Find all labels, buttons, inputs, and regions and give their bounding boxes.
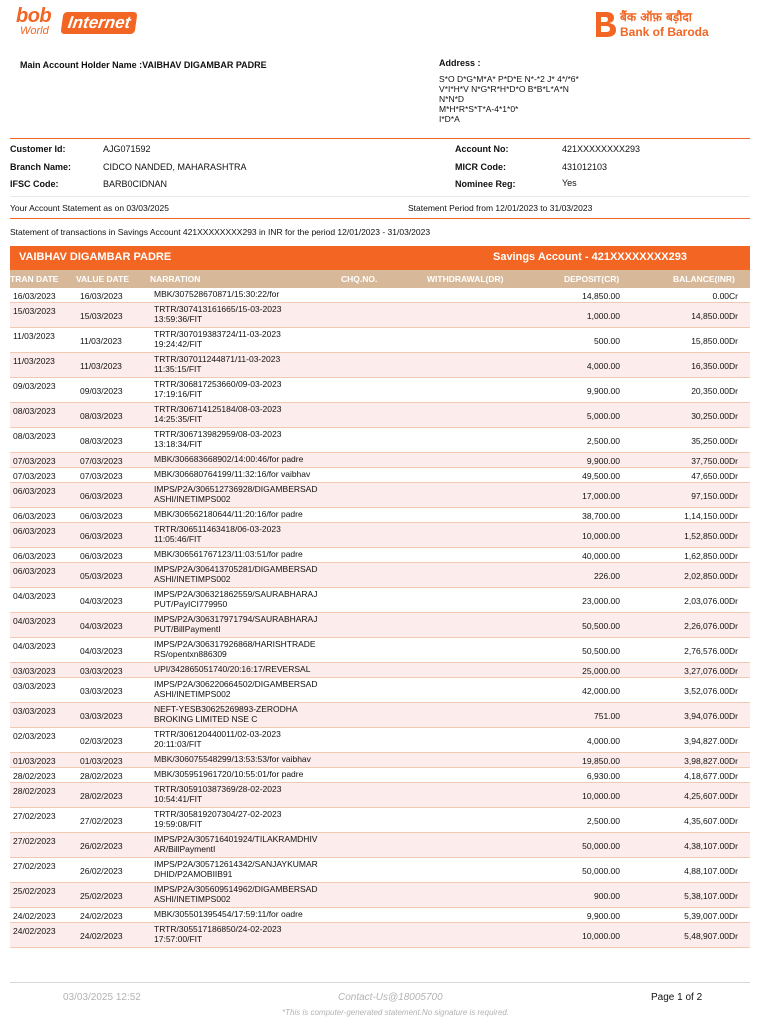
narration xyxy=(154,429,281,449)
narration-line: TRTR/307413161665/15-03-2023 xyxy=(154,304,282,314)
value-date: 26/02/2023 xyxy=(80,866,123,876)
deposit-amount: 42,000.00 xyxy=(582,686,620,696)
tran-date: 09/03/2023 xyxy=(13,381,56,391)
balance-amount: 2,26,076.00Dr xyxy=(684,621,738,631)
tran-date: 08/03/2023 xyxy=(13,406,56,416)
narration-line: BROKING LIMITED NSE C xyxy=(154,714,258,724)
value-date: 16/03/2023 xyxy=(80,291,123,301)
tran-date: 06/03/2023 xyxy=(13,486,56,496)
narration-line: MBK/306075548299/13:53:53/for vaibhav xyxy=(154,754,311,764)
table-row xyxy=(10,588,750,613)
table-row xyxy=(10,403,750,428)
narration xyxy=(154,549,303,559)
value-date: 04/03/2023 xyxy=(80,621,123,631)
narration xyxy=(154,524,281,544)
ifsc-code-value: BARB0CIDNAN xyxy=(103,179,168,189)
tran-date: 03/03/2023 xyxy=(13,666,56,676)
tran-date: 07/03/2023 xyxy=(13,456,56,466)
table-row xyxy=(10,703,750,728)
narration-line: TRTR/305819207304/27-02-2023 xyxy=(154,809,282,819)
balance-amount: 47,650.00Dr xyxy=(691,471,738,481)
col-chq-no: CHQ.NO. xyxy=(341,274,378,284)
narration xyxy=(154,454,303,464)
table-row xyxy=(10,353,750,378)
value-date: 09/03/2023 xyxy=(80,386,123,396)
branch-name-value: CIDCO NANDED, MAHARASHTRA xyxy=(103,162,247,172)
narration xyxy=(154,784,281,804)
narration-line: 14:25:35/FIT xyxy=(154,414,203,424)
col-tran-date: TRAN DATE xyxy=(10,274,59,284)
world-wordmark: World xyxy=(20,25,49,37)
balance-amount: 15,850.00Dr xyxy=(691,336,738,346)
table-row xyxy=(10,923,750,948)
header xyxy=(0,0,768,48)
tran-date: 27/02/2023 xyxy=(13,861,56,871)
deposit-amount: 50,500.00 xyxy=(582,621,620,631)
narration-line: ASHI/INETIMPS002 xyxy=(154,689,231,699)
narration-line: IMPS/P2A/306317971794/SAURABHARAJ xyxy=(154,614,318,624)
table-row xyxy=(10,678,750,703)
deposit-amount: 23,000.00 xyxy=(582,596,620,606)
statement-as-on: Your Account Statement as on 03/03/2025 xyxy=(10,203,169,213)
table-row xyxy=(10,288,750,303)
balance-amount: 20,350.00Dr xyxy=(691,386,738,396)
narration-line: ASHI/INETIMPS002 xyxy=(154,494,231,504)
narration-line: IMPS/P2A/305716401924/TILAKRAMDHIV xyxy=(154,834,318,844)
narration xyxy=(154,564,317,584)
narration-line: IMPS/P2A/306220664502/DIGAMBERSAD xyxy=(154,679,318,689)
banner-holder-name: VAIBHAV DIGAMBAR PADRE xyxy=(19,251,172,263)
tran-date: 15/03/2023 xyxy=(13,306,56,316)
bank-of-baroda-mark-icon xyxy=(592,10,618,38)
narration xyxy=(154,589,317,609)
narration xyxy=(154,614,317,634)
narration-line: TRTR/305910387369/28-02-2023 xyxy=(154,784,282,794)
balance-amount: 5,39,007.00Dr xyxy=(684,911,738,921)
page-indicator: Page 1 of 2 xyxy=(651,992,703,1003)
table-row xyxy=(10,908,750,923)
tran-date: 28/02/2023 xyxy=(13,786,56,796)
balance-amount: 2,76,576.00Dr xyxy=(684,646,738,656)
narration xyxy=(154,679,317,699)
value-date: 24/02/2023 xyxy=(80,931,123,941)
balance-amount: 37,750.00Dr xyxy=(691,456,738,466)
tran-date: 27/02/2023 xyxy=(13,836,56,846)
narration-line: 11:35:15/FIT xyxy=(154,364,202,374)
value-date: 06/03/2023 xyxy=(80,531,123,541)
table-header xyxy=(10,270,750,288)
narration-line: IMPS/P2A/305609514962/DIGAMBERSAD xyxy=(154,884,318,894)
balance-amount: 3,94,827.00Dr xyxy=(684,736,738,746)
narration-line: MBK/306683668902/14:00:46/for padre xyxy=(154,454,304,464)
footer-note: *This is computer-generated statement.No signature is required. xyxy=(282,1008,510,1017)
balance-amount: 4,18,677.00Dr xyxy=(684,771,738,781)
narration-line: TRTR/307019383724/11-03-2023 xyxy=(154,329,281,339)
table-row xyxy=(10,378,750,403)
tran-date: 06/03/2023 xyxy=(13,511,56,521)
value-date: 24/02/2023 xyxy=(80,911,123,921)
bob-world-internet-logo xyxy=(16,6,146,40)
narration-line: 19:59:08/FIT xyxy=(154,819,203,829)
deposit-amount: 500.00 xyxy=(594,336,620,346)
balance-amount: 3,27,076.00Dr xyxy=(684,666,738,676)
narration xyxy=(154,834,317,854)
ifsc-code-label: IFSC Code: xyxy=(10,179,59,189)
address-label: Address : xyxy=(439,58,481,68)
balance-amount: 14,850.00Dr xyxy=(691,311,738,321)
table-row xyxy=(10,768,750,783)
tran-date: 01/03/2023 xyxy=(13,756,56,766)
table-row xyxy=(10,523,750,548)
tran-date: 28/02/2023 xyxy=(13,771,56,781)
narration-line: MBK/305501395454/17:59:11/for oadre xyxy=(154,909,303,919)
divider xyxy=(10,138,750,139)
narration-line: 13:59:36/FIT xyxy=(154,314,203,324)
address-line: V*I*H*V N*G*R*H*D*O B*B*L*A*N xyxy=(439,84,569,94)
narration-line: PUT/PayICI779950 xyxy=(154,599,228,609)
balance-amount: 3,94,076.00Dr xyxy=(684,711,738,721)
tran-date: 11/03/2023 xyxy=(13,356,55,366)
table-row xyxy=(10,883,750,908)
account-no-label: Account No: xyxy=(455,144,509,154)
narration-line: 11:05:46/FIT xyxy=(154,534,202,544)
table-row xyxy=(10,328,750,353)
balance-amount: 1,52,850.00Dr xyxy=(684,531,738,541)
value-date: 08/03/2023 xyxy=(80,411,123,421)
value-date: 07/03/2023 xyxy=(80,456,123,466)
narration-line: TRTR/306120440011/02-03-2023 xyxy=(154,729,281,739)
narration-line: ASHI/INETIMPS002 xyxy=(154,574,231,584)
narration xyxy=(154,469,310,479)
narration-line: UPI/342865051740/20:16:17/REVERSAL xyxy=(154,664,311,674)
value-date: 03/03/2023 xyxy=(80,686,123,696)
address-block xyxy=(439,74,579,124)
balance-amount: 30,250.00Dr xyxy=(691,411,738,421)
balance-amount: 4,88,107.00Dr xyxy=(684,866,738,876)
narration xyxy=(154,304,281,324)
table-row xyxy=(10,548,750,563)
deposit-amount: 38,700.00 xyxy=(582,511,620,521)
deposit-amount: 49,500.00 xyxy=(582,471,620,481)
balance-amount: 2,03,076.00Dr xyxy=(684,596,738,606)
tran-date: 04/03/2023 xyxy=(13,641,56,651)
value-date: 06/03/2023 xyxy=(80,551,123,561)
narration-line: AR/BillPaymentI xyxy=(154,844,216,854)
deposit-amount: 14,850.00 xyxy=(582,291,620,301)
narration-line: 10:54:41/FIT xyxy=(154,794,203,804)
narration xyxy=(154,729,281,749)
value-date: 28/02/2023 xyxy=(80,791,123,801)
value-date: 04/03/2023 xyxy=(80,646,123,656)
deposit-amount: 10,000.00 xyxy=(582,531,620,541)
table-row xyxy=(10,613,750,638)
narration xyxy=(154,289,279,299)
value-date: 03/03/2023 xyxy=(80,666,123,676)
value-date: 07/03/2023 xyxy=(80,471,123,481)
narration-line: 13:18:34/FIT xyxy=(154,439,203,449)
deposit-amount: 5,000.00 xyxy=(586,411,620,421)
balance-amount: 3,52,076.00Dr xyxy=(684,686,738,696)
balance-amount: 4,35,607.00Dr xyxy=(684,816,738,826)
narration-line: TRTR/306713982959/08-03-2023 xyxy=(154,429,282,439)
deposit-amount: 40,000.00 xyxy=(582,551,620,561)
tran-date: 07/03/2023 xyxy=(13,471,56,481)
table-row xyxy=(10,783,750,808)
narration-line: 17:57:00/FIT xyxy=(154,934,203,944)
narration-line: TRTR/307011244871/11-03-2023 xyxy=(154,354,281,364)
value-date: 06/03/2023 xyxy=(80,491,123,501)
footer-datetime: 03/03/2025 12:52 xyxy=(63,992,141,1003)
deposit-amount: 2,500.00 xyxy=(586,816,620,826)
table-row xyxy=(10,428,750,453)
table-row xyxy=(10,468,750,483)
balance-amount: 4,25,607.00Dr xyxy=(684,791,738,801)
table-row xyxy=(10,563,750,588)
bank-name-hindi: बैंक ऑफ़ बड़ौदा xyxy=(620,10,692,24)
balance-amount: 35,250.00Dr xyxy=(691,436,738,446)
table-row xyxy=(10,483,750,508)
balance-amount: 1,14,150.00Dr xyxy=(684,511,738,521)
table-row xyxy=(10,638,750,663)
balance-amount: 16,350.00Dr xyxy=(691,361,738,371)
col-narration: NARRATION xyxy=(150,274,201,284)
col-value-date: VALUE DATE xyxy=(76,274,130,284)
value-date: 25/02/2023 xyxy=(80,891,123,901)
deposit-amount: 226.00 xyxy=(594,571,620,581)
narration-line: TRTR/306714125184/08-03-2023 xyxy=(154,404,282,414)
tran-date: 16/03/2023 xyxy=(13,291,56,301)
tran-date: 02/03/2023 xyxy=(13,731,56,741)
address-line: I*D*A xyxy=(439,114,460,124)
deposit-amount: 9,900.00 xyxy=(586,911,620,921)
narration xyxy=(154,354,280,374)
micr-code-value: 431012103 xyxy=(562,162,608,172)
internet-badge: Internet xyxy=(60,12,137,34)
deposit-amount: 25,000.00 xyxy=(582,666,620,676)
deposit-amount: 6,930.00 xyxy=(586,771,620,781)
tran-date: 25/02/2023 xyxy=(13,886,56,896)
nominee-reg-value: Yes xyxy=(562,178,577,188)
balance-amount: 97,150.00Dr xyxy=(691,491,738,501)
narration-line: RS/opentxn886309 xyxy=(154,649,227,659)
banner-account: Savings Account - 421XXXXXXXX293 xyxy=(492,251,687,263)
narration xyxy=(154,664,310,674)
statement-description: Statement of transactions in Savings Account 421XXXXXXXX293 in INR for the period 12/01/2023 - 31/03/2023 xyxy=(10,227,431,237)
balance-amount: 3,98,827.00Dr xyxy=(684,756,738,766)
tran-date: 04/03/2023 xyxy=(13,591,56,601)
deposit-amount: 50,000.00 xyxy=(582,866,620,876)
address-line: N*N*D xyxy=(439,94,465,104)
tran-date: 03/03/2023 xyxy=(13,706,56,716)
deposit-amount: 9,900.00 xyxy=(586,386,620,396)
branch-name-label: Branch Name: xyxy=(10,162,72,172)
tran-date: 24/02/2023 xyxy=(13,911,56,921)
deposit-amount: 4,000.00 xyxy=(586,736,620,746)
deposit-amount: 17,000.00 xyxy=(582,491,620,501)
narration-line: MBK/306561767123/11:03:51/for padre xyxy=(154,549,303,559)
deposit-amount: 9,900.00 xyxy=(586,456,620,466)
deposit-amount: 751.00 xyxy=(594,711,620,721)
deposit-amount: 4,000.00 xyxy=(586,361,620,371)
bob-wordmark: bob xyxy=(16,5,52,27)
balance-amount: 5,48,907.00Dr xyxy=(684,931,738,941)
narration-line: PUT/BillPaymentI xyxy=(154,624,221,634)
narration-line: ASHI/INETIMPS002 xyxy=(154,894,231,904)
narration xyxy=(154,884,317,904)
tran-date: 06/03/2023 xyxy=(13,526,56,536)
footer-divider xyxy=(10,982,750,983)
narration xyxy=(154,769,303,779)
narration xyxy=(154,704,298,724)
address-line: S*O D*G*M*A* P*D*E N*-*2 J* 4*/*6* xyxy=(439,74,579,84)
balance-amount: 4,38,107.00Dr xyxy=(684,841,738,851)
tran-date: 11/03/2023 xyxy=(13,331,55,341)
divider xyxy=(10,196,750,197)
bank-name-english: Bank of Baroda xyxy=(620,25,709,39)
narration-line: IMPS/P2A/306321862559/SAURABHARAJ xyxy=(154,589,318,599)
deposit-amount: 900.00 xyxy=(594,891,620,901)
narration-line: TRTR/306511463418/06-03-2023 xyxy=(154,524,281,534)
value-date: 27/02/2023 xyxy=(80,816,123,826)
narration-line: TRTR/305517186850/24-02-2023 xyxy=(154,924,282,934)
value-date: 11/03/2023 xyxy=(80,336,122,346)
narration xyxy=(154,754,311,764)
narration-line: DHID/P2AMOBIIB91 xyxy=(154,869,233,879)
tran-date: 04/03/2023 xyxy=(13,616,56,626)
col-withdrawal: WITHDRAWAL(DR) xyxy=(427,274,504,284)
deposit-amount: 19,850.00 xyxy=(582,756,620,766)
value-date: 08/03/2023 xyxy=(80,436,123,446)
narration xyxy=(154,639,316,659)
narration-line: TRTR/306817253660/09-03-2023 xyxy=(154,379,282,389)
tran-date: 06/03/2023 xyxy=(13,566,56,576)
narration-line: MBK/306562180644/11:20:16/for padre xyxy=(154,509,303,519)
table-row xyxy=(10,508,750,523)
transactions-table xyxy=(10,288,750,948)
table-row xyxy=(10,858,750,883)
narration-line: MBK/305951961720/10:55:01/for padre xyxy=(154,769,304,779)
col-deposit: DEPOSIT(CR) xyxy=(564,274,620,284)
tran-date: 06/03/2023 xyxy=(13,551,56,561)
bank-of-baroda-logo xyxy=(592,10,722,42)
nominee-reg-label: Nominee Reg: xyxy=(455,179,516,189)
table-row xyxy=(10,303,750,328)
footer-contact: Contact-Us@18005700 xyxy=(338,992,443,1003)
balance-amount: 2,02,850.00Dr xyxy=(684,571,738,581)
account-banner xyxy=(10,246,750,270)
deposit-amount: 1,000.00 xyxy=(586,311,620,321)
narration-line: IMPS/P2A/306413705281/DIGAMBERSAD xyxy=(154,564,318,574)
narration xyxy=(154,329,281,349)
narration-line: 19:24:42/FIT xyxy=(154,339,203,349)
customer-id-label: Customer Id: xyxy=(10,144,66,154)
deposit-amount: 50,000.00 xyxy=(582,841,620,851)
value-date: 05/03/2023 xyxy=(80,571,123,581)
balance-amount: 0.00Cr xyxy=(712,291,738,301)
deposit-amount: 50,500.00 xyxy=(582,646,620,656)
narration-line: IMPS/P2A/306512736928/DIGAMBERSAD xyxy=(154,484,318,494)
narration xyxy=(154,859,318,879)
narration-line: IMPS/P2A/305712614342/SANJAYKUMAR xyxy=(154,859,318,869)
narration-line: NEFT-YESB30625269893-ZERODHA xyxy=(154,704,298,714)
narration xyxy=(154,509,303,519)
narration-line: MBK/307528670871/15:30:22/for xyxy=(154,289,280,299)
narration xyxy=(154,909,303,919)
balance-amount: 1,62,850.00Dr xyxy=(684,551,738,561)
table-row xyxy=(10,728,750,753)
table-row xyxy=(10,663,750,678)
deposit-amount: 10,000.00 xyxy=(582,931,620,941)
table-row xyxy=(10,453,750,468)
deposit-amount: 10,000.00 xyxy=(582,791,620,801)
narration-line: IMPS/P2A/306317926868/HARISHTRADE xyxy=(154,639,316,649)
narration-line: MBK/306680764199/11:32:16/for vaibhav xyxy=(154,469,311,479)
address-line: M*H*R*S*T*A-4*1*0* xyxy=(439,104,519,114)
table-row xyxy=(10,808,750,833)
narration xyxy=(154,404,281,424)
table-row xyxy=(10,753,750,768)
micr-code-label: MICR Code: xyxy=(455,162,506,172)
tran-date: 27/02/2023 xyxy=(13,811,56,821)
narration xyxy=(154,484,317,504)
col-balance: BALANCE(INR) xyxy=(673,274,735,284)
narration-line: 17:19:16/FIT xyxy=(154,389,203,399)
tran-date: 24/02/2023 xyxy=(13,926,56,936)
value-date: 03/03/2023 xyxy=(80,711,123,721)
narration xyxy=(154,809,281,829)
tran-date: 03/03/2023 xyxy=(13,681,56,691)
value-date: 26/02/2023 xyxy=(80,841,123,851)
account-holder-name: Main Account Holder Name :VAIBHAV DIGAMBAR PADRE xyxy=(20,60,267,70)
tran-date: 08/03/2023 xyxy=(13,431,56,441)
account-no-value: 421XXXXXXXX293 xyxy=(562,144,641,154)
customer-id-value: AJG071592 xyxy=(103,144,151,154)
value-date: 02/03/2023 xyxy=(80,736,123,746)
narration xyxy=(154,924,281,944)
balance-amount: 5,38,107.00Dr xyxy=(684,891,738,901)
value-date: 11/03/2023 xyxy=(80,361,122,371)
value-date: 06/03/2023 xyxy=(80,511,123,521)
value-date: 15/03/2023 xyxy=(80,311,123,321)
narration xyxy=(154,379,281,399)
statement-period: Statement Period from 12/01/2023 to 31/03/2023 xyxy=(408,203,593,213)
value-date: 28/02/2023 xyxy=(80,771,123,781)
narration-line: 20:11:03/FIT xyxy=(154,739,202,749)
value-date: 04/03/2023 xyxy=(80,596,123,606)
value-date: 01/03/2023 xyxy=(80,756,123,766)
deposit-amount: 2,500.00 xyxy=(586,436,620,446)
table-row xyxy=(10,833,750,858)
divider xyxy=(10,218,750,219)
